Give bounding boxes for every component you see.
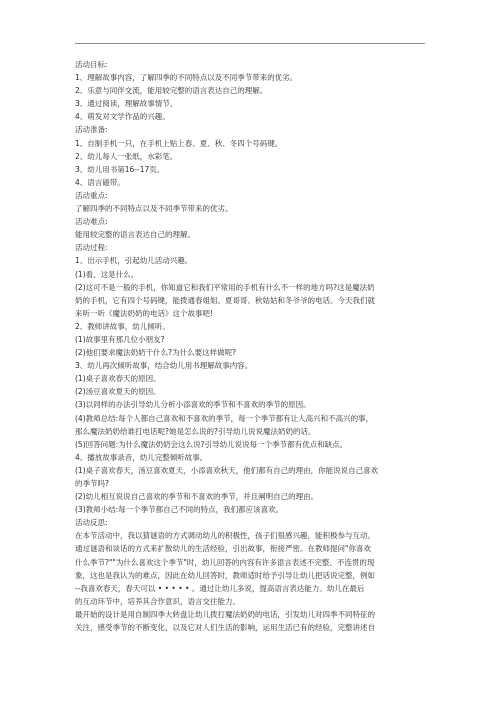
text-line: 在本节活动中，我以猜谜语的方式调动幼儿的积极性，孩子们很感兴趣，能积极参与互动。 <box>75 531 375 541</box>
text-line: (1)看，这是什么。 <box>75 269 139 279</box>
text-line: 3、通过阅读，理解故事情节。 <box>75 99 178 109</box>
text-line: 活动重点: <box>75 190 108 200</box>
text-line: (2)这可不是一般的手机，你知道它和我们平常用的手机有什么不一样的地方吗?这是魔法奶 <box>75 282 375 292</box>
text-line: (3)教师小结:每一个季节都自己不同的特点，我们都应该喜欢。 <box>75 505 284 515</box>
text-line: (2)幼儿相互说说自己喜欢的季节和不喜欢的季节，并且阐明自己的理由。 <box>75 492 319 502</box>
text-line: (2)他们要求魔法奶奶干什么?为什么要这样做呢? <box>75 348 237 358</box>
text-line: 1、自制手机一只，在手机上贴上春、夏、秋、冬四个号码键。 <box>75 138 283 148</box>
text-line: 的季节吗? <box>75 479 109 488</box>
text-line: 活动目标: <box>75 60 108 69</box>
text-line: 1、出示手机，引起幼儿活动兴趣。 <box>75 256 193 266</box>
text-line: 的互动环节中，培养其合作意识，语言交往能力。 <box>75 596 240 606</box>
text-line: 通过谜语和谈话的方式来扩散幼儿的生活经验，引出故事，衔接严密。在教师提问"你喜欢 <box>75 544 371 554</box>
text-line: 活动过程: <box>75 243 108 253</box>
text-line: (1)桌子喜欢春天，汤豆喜欢夏天，小添喜欢秋天，他们都有自己的理由，你能说说自己喜欢 <box>75 465 379 475</box>
text-line: 象，这也是我认为的难点，因此在幼儿回答时，教师适时给予引导让幼儿把话说完整，例如 <box>75 570 375 580</box>
document-body <box>75 58 427 634</box>
text-line: --我喜欢春天，春天可以 • • • • • 。通过让幼儿多说，提高语言表达能力。幼儿在最后 <box>75 583 365 593</box>
text-line: (1)桌子喜欢春天的原因。 <box>75 374 161 384</box>
text-line: (4)教师总结:每个人都自己喜欢和不喜欢的季节，每一个季节都有让人高兴和不高兴的事， <box>75 413 374 423</box>
text-line: 3、幼儿用书第16--17页。 <box>75 164 165 174</box>
text-line: 4、播放故事录音，幼儿完整倾听故事。 <box>75 452 208 462</box>
header-rule <box>75 43 425 44</box>
text-line: 来听一听《魔法奶奶的电话》这个故事吧! <box>75 308 214 318</box>
text-line: 4、语言磁带。 <box>75 177 125 187</box>
text-line: 了解四季的不同特点以及不同季节带来的优劣。 <box>75 204 233 214</box>
text-line: 活动难点: <box>75 217 108 227</box>
text-line: (5)回答问题:为什么魔法奶奶会这么说?引导幼儿说说每一个季节都有优点和缺点。 <box>75 439 348 449</box>
text-line: (1)故事里有那几位小朋友? <box>75 334 165 344</box>
text-line: 活动准备: <box>75 125 108 135</box>
text-line: 关注，感受季节的不断变化，以及它对人们生活的影响，运用生活已有的经验，完整讲述自 <box>75 623 375 633</box>
text-line: 3、幼儿再次倾听故事，结合幼儿用书理解故事内容。 <box>75 361 253 371</box>
text-line: (3)以同样的办法引导幼儿分析小添喜欢的季节和不喜欢的季节的原因。 <box>75 400 311 410</box>
text-line: 2、幼儿每人一张纸，水彩笔。 <box>75 151 178 161</box>
text-line: 活动反思: <box>75 518 108 528</box>
text-line: 能用较完整的语言表达自己的理解。 <box>75 230 195 240</box>
text-line: 2、乐意与同伴交流，能用较完整的语言表达自己的理解。 <box>75 86 268 96</box>
text-line: 1、理解故事内容，了解四季的不同特点以及不同季节带来的优劣。 <box>75 73 298 83</box>
text-line: 什么季节?""为什么喜欢这个季节"时，幼儿回答的内容有许多语言表述不完整、不连贯的现 <box>75 557 375 567</box>
text-line: 奶的手机，它有四个号码键，能拨通春姐姐、夏哥哥、秋姑姑和冬爷爷的电话。今天我们就 <box>75 295 375 305</box>
text-line: 最开始的设计是用自制四季大转盘让幼儿拨打魔法奶奶的电话，引发幼儿对四季不同特征的 <box>75 609 375 619</box>
text-line: (2)汤豆喜欢夏天的原因。 <box>75 387 161 397</box>
text-line: 那么魔法奶奶给谁打电话呢?她是怎么说的?引导幼儿说说魔法奶奶的话。 <box>75 426 316 436</box>
text-line: 4、萌发对文学作品的兴趣。 <box>75 112 170 122</box>
text-line: 2、教师讲故事，幼儿倾听。 <box>75 321 170 331</box>
